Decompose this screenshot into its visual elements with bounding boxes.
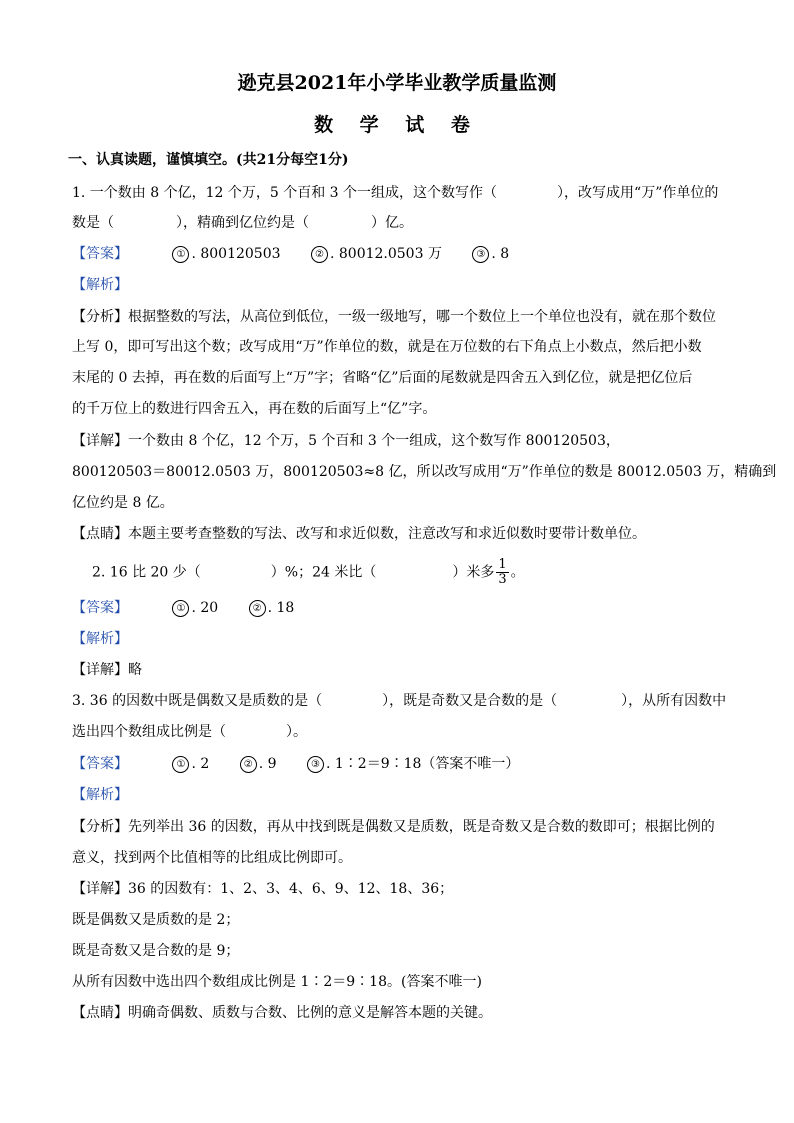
q3-xiangjie-line2: 既是偶数又是质数的是 2；: [72, 912, 240, 928]
fenxi-text: 先列举出 36 的因数，再从中找到既是偶数又是质数，既是奇数又是合数的数即可；根据比例的: [128, 819, 715, 835]
xiangjie-label: 【详解】: [72, 433, 128, 449]
answer-value: . 2: [191, 756, 210, 772]
answer-value: . 1∶2＝9∶18（答案不唯一）: [325, 756, 520, 772]
q2-text: 2. 16 比 20 少（: [92, 564, 201, 581]
q1-fenxi-line4: 的千万位上的数进行四舍五入，再在数的后面写上“亿”字。: [72, 401, 437, 417]
q2-xiangjie: [72, 660, 142, 680]
answer-value: . 8: [491, 246, 510, 262]
circled-number: ③: [472, 246, 489, 263]
circled-number: ②: [311, 246, 328, 263]
q1-xiangjie-line1: [72, 431, 620, 451]
answer-value: . 9: [258, 756, 277, 772]
q1-xiangjie-line2: 800120503＝80012.0503 万，800120503≈8 亿，所以改写成用“万”作单位的数是 80012.0503 万，精确到: [72, 464, 777, 480]
q1-fenxi-line3: 末尾的 0 去掉，再在数的后面写上“万”字；省略“亿”后面的尾数就是四舍五入到亿位，就是把亿位后: [72, 370, 693, 386]
q3-line1: [72, 691, 726, 711]
xiangjie-text: 36 的因数有：1、2、3、4、6、9、12、18、36；: [128, 881, 454, 897]
q1-xiangjie-line3: 亿位约是 8 亿。: [72, 495, 174, 511]
fenxi-label: 【分析】: [72, 819, 128, 835]
fenxi-label: 【分析】: [72, 309, 128, 325]
dianjing-text: 本题主要考查整数的写法、改写和求近似数，注意改写和求近似数时要带计数单位。: [128, 526, 646, 542]
q1-fenxi-line1: [72, 307, 716, 327]
xiangjie-label: 【详解】: [72, 662, 128, 678]
xiangjie-label: 【详解】: [72, 881, 128, 897]
q1-text: 1. 一个数由 8 个亿，12 个万，5 个百和 3 个一组成，这个数写作（: [72, 185, 498, 201]
q3-xiangjie-line4: 从所有因数中选出四个数组成比例是 1∶2＝9∶18。(答案不唯一): [72, 974, 482, 990]
fraction-numerator: 1: [498, 557, 507, 572]
q3-text: 选出四个数组成比例是（: [72, 724, 226, 740]
exam-title: 逊克县2021年小学毕业教学质量监测: [237, 72, 557, 94]
xiangjie-text: 一个数由 8 个亿，12 个万，5 个百和 3 个一组成，这个数写作 800120503，: [128, 433, 620, 449]
circled-number: ①: [172, 246, 189, 263]
exam-subtitle: 数 学 试 卷: [314, 114, 480, 136]
fraction-denominator: 3: [498, 572, 507, 587]
q3-text: 3. 36 的因数中既是偶数又是质数的是（: [72, 693, 323, 709]
q1-line1: [72, 183, 718, 203]
q1-text: ）亿。: [371, 215, 413, 231]
q3-line2: [72, 722, 307, 742]
q3-text: ）。: [286, 724, 307, 740]
fraction: [496, 558, 508, 587]
dianjing-text: 明确奇偶数、质数与合数、比例的意义是解答本题的关键。: [128, 1005, 492, 1021]
circled-number: ②: [249, 600, 266, 617]
q2-text: ）%；24 米比（: [270, 564, 377, 581]
q3-text: ），从所有因数中: [621, 693, 727, 709]
section-heading: 一、认真读题，谨慎填空。(共21分每空1分): [68, 152, 349, 168]
xiangjie-text: 略: [128, 662, 142, 678]
circled-number: ①: [172, 600, 189, 617]
dianjing-label: 【点睛】: [72, 526, 128, 542]
dianjing-label: 【点睛】: [72, 1005, 128, 1021]
answer-value: . 18: [267, 600, 295, 616]
circled-number: ③: [307, 756, 324, 773]
q1-text: 数是（: [72, 215, 114, 231]
q2-answer: [72, 598, 294, 618]
q1-line2: [72, 213, 413, 233]
circled-number: ①: [172, 756, 189, 773]
answer-value: . 20: [191, 600, 219, 616]
q1-text: ），精确到亿位约是（: [176, 215, 309, 231]
q2-text: 。: [510, 564, 525, 581]
jiexi-label: 【解析】: [72, 277, 128, 293]
q3-dianjing: [72, 1003, 492, 1023]
answer-label: 【答案】: [72, 600, 128, 616]
q2-line: [92, 558, 525, 587]
q2-text: ）米多: [452, 564, 495, 581]
q3-xiangjie-line3: 既是奇数又是合数的是 9；: [72, 943, 240, 959]
q3-fenxi-line2: 意义，找到两个比值相等的比组成比例即可。: [72, 850, 352, 866]
q3-xiangjie-line1: [72, 879, 453, 899]
answer-label: 【答案】: [72, 246, 128, 262]
answer-value: . 80012.0503 万: [329, 246, 442, 262]
jiexi-label: 【解析】: [72, 787, 128, 803]
fenxi-text: 根据整数的写法，从高位到低位，一级一级地写，哪一个数位上一个单位也没有，就在那个数位: [128, 309, 716, 325]
answer-label: 【答案】: [72, 756, 128, 772]
q1-text: ），改写成用“万”作单位的: [557, 185, 719, 201]
q1-answer: [72, 244, 509, 264]
q3-text: ），既是奇数又是合数的是（: [382, 693, 558, 709]
q1-fenxi-line2: 上写 0，即可写出这个数；改写成用“万”作单位的数，就是在万位数的右下角点上小数点，然后把小数: [72, 339, 702, 355]
q3-answer: [72, 754, 519, 774]
jiexi-label: 【解析】: [72, 631, 128, 647]
q3-fenxi-line1: [72, 817, 715, 837]
circled-number: ②: [240, 756, 257, 773]
answer-value: . 800120503: [191, 246, 281, 262]
q1-dianjing: [72, 524, 646, 544]
